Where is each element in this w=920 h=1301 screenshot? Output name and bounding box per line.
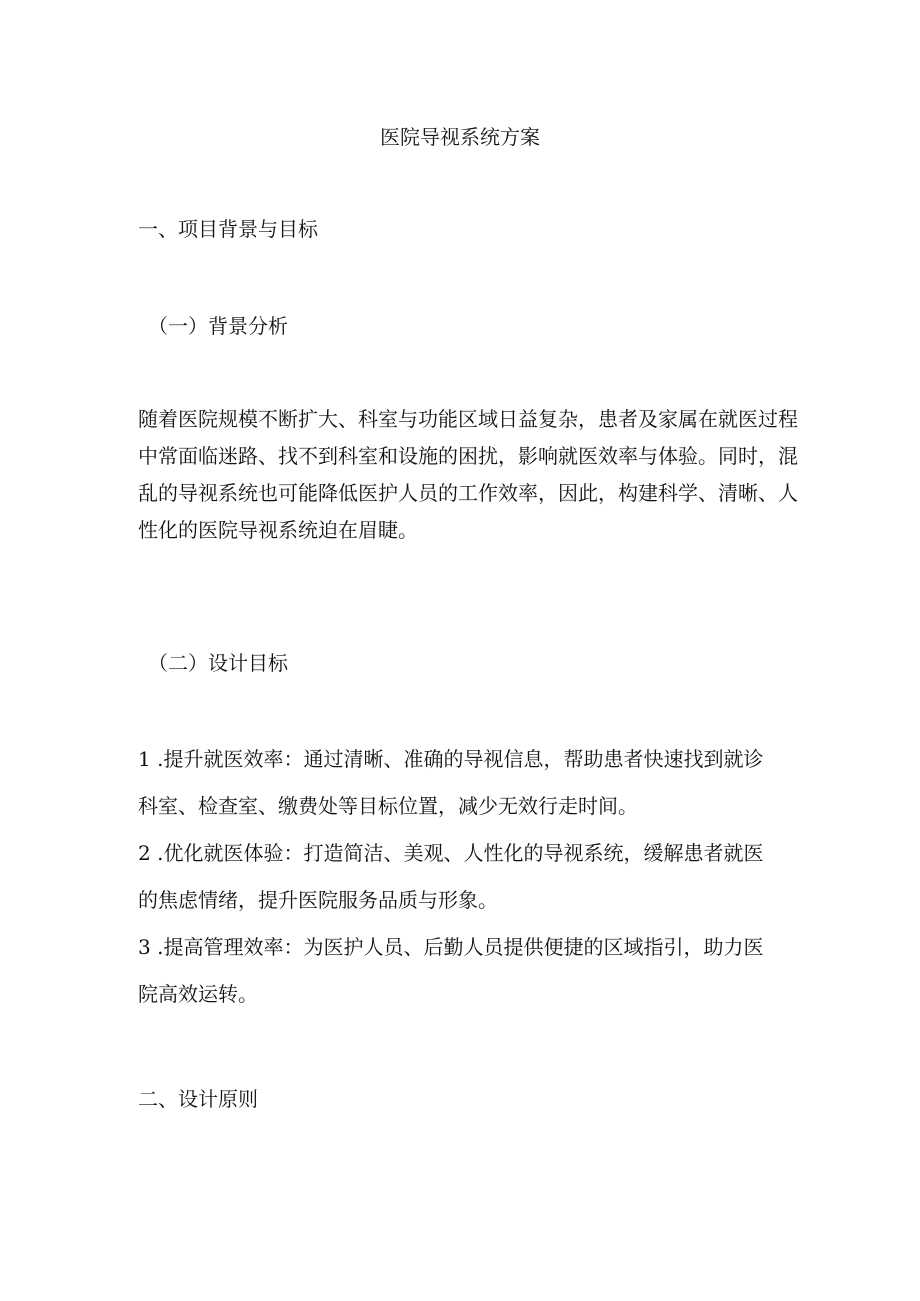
background-paragraph: 随着医院规模不断扩大、科室与功能区域日益复杂，患者及家属在就医过程中常面临迷路、找不到科室和设施的困扰，影响就医效率与体验。同时，混乱的导视系统也可能降低医护人员的工作效率，因此，构建科学、清晰、人性化的医院导视系统迫在眉睫。 [138,407,798,542]
document-title: 医院导视系统方案 [380,125,540,149]
design-goals-heading: （二）设计目标 [148,651,288,675]
background-analysis-heading: （一）背景分析 [148,314,288,338]
goal-item-1: 1 .提升就医效率：通过清晰、准确的导视信息，帮助患者快速找到就诊科室、检查室、缴费处等目标位置，减少无效行走时间。 [138,747,764,818]
goal-item-3: 3 .提高管理效率：为医护人员、后勤人员提供便捷的区域指引，助力医院高效运转。 [138,935,764,1006]
section-1-heading: 一、项目背景与目标 [138,217,318,241]
goal-item-2: 2 .优化就医体验：打造简洁、美观、人性化的导视系统，缓解患者就医的焦虑情绪，提升医院服务品质与形象。 [138,841,764,912]
section-2-heading: 二、设计原则 [138,1087,258,1111]
